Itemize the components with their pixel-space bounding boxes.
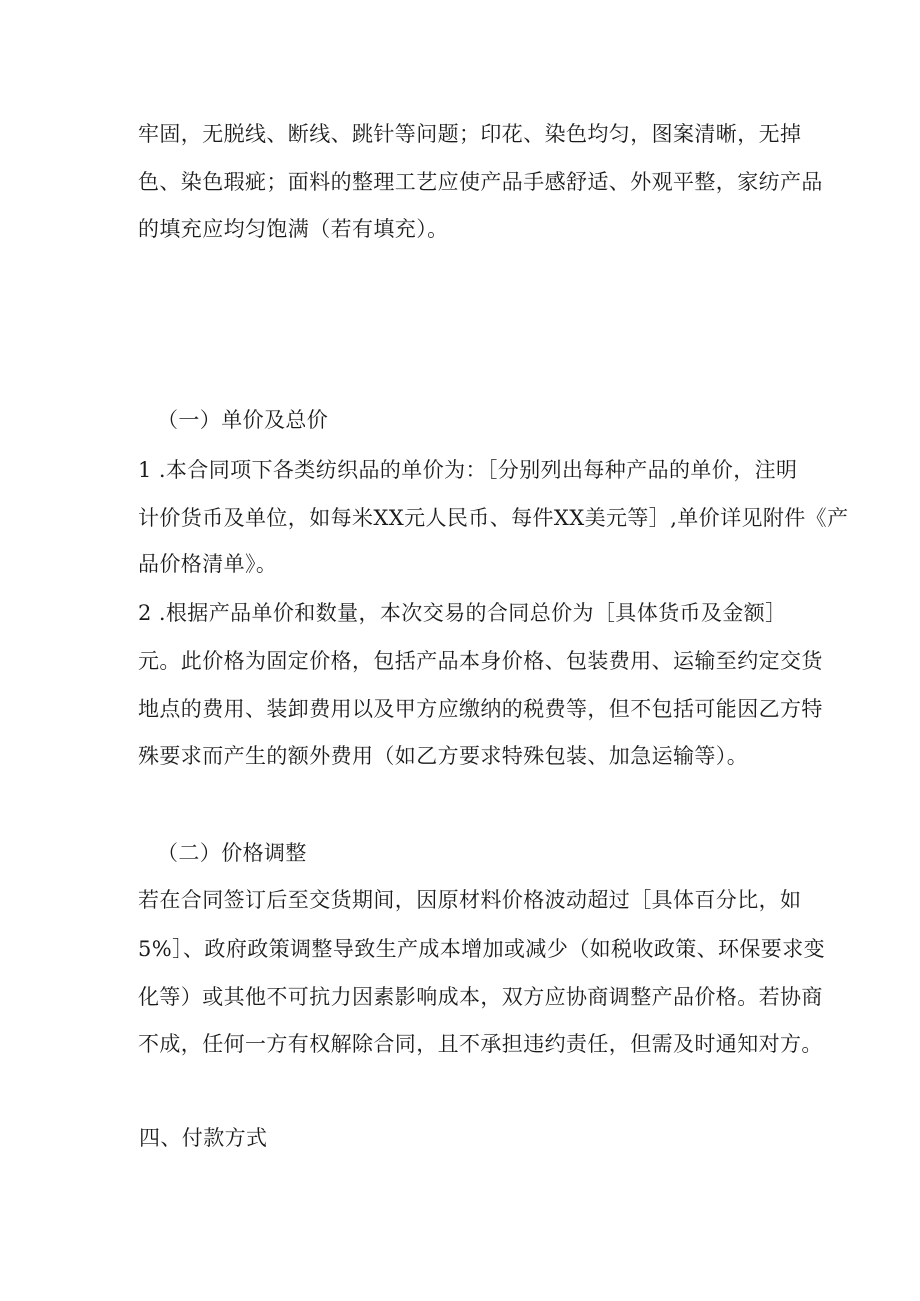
section-heading-payment-method: 四、付款方式 [139,1126,268,1150]
price-item-1-line: 品价格清单》。 [138,552,278,576]
section-heading-unit-price: （一）单价及总价 [157,408,329,432]
adjustment-paragraph-line: 化等）或其他不可抗力因素影响成本，双方应协商调整产品价格。若协商 [138,985,823,1009]
price-item-2-line: 地点的费用、装卸费用以及甲方应缴纳的税费等，但不包括可能因乙方特 [138,697,823,721]
section-heading-price-adjustment: （二）价格调整 [157,841,307,865]
price-item-2-line: 殊要求而产生的额外费用（如乙方要求特殊包装、加急运输等）。 [138,744,749,768]
quality-paragraph-line: 的填充应均匀饱满（若有填充）。 [138,217,449,241]
quality-paragraph-line: 色、染色瑕疵；面料的整理工艺应使产品手感舒适、外观平整，家纺产品 [138,170,823,194]
adjustment-paragraph-line: 不成，任何一方有权解除合同，且不承担违约责任，但需及时通知对方。 [138,1032,823,1056]
adjustment-paragraph-line: 5%］、政府政策调整导致生产成本增加或减少（如税收政策、环保要求变 [138,937,826,961]
price-item-1-line: 1 .本合同项下各类纺织品的单价为：［分别列出每种产品的单价，注明 [138,458,798,482]
quality-paragraph-line: 牢固，无脱线、断线、跳针等问题；印花、染色均匀，图案清晰，无掉 [138,122,802,146]
price-item-2-line: 2 .根据产品单价和数量，本次交易的合同总价为［具体货币及金额］ [138,601,787,625]
price-item-2-line: 元。此价格为固定价格，包括产品本身价格、包装费用、运输至约定交货 [138,649,823,673]
price-item-1-line: 计价货币及单位，如每米XX元人民币、每件XX美元等］,单价详见附件《产 [138,506,849,530]
adjustment-paragraph-line: 若在合同签订后至交货期间，因原材料价格波动超过［具体百分比，如 [138,888,802,912]
